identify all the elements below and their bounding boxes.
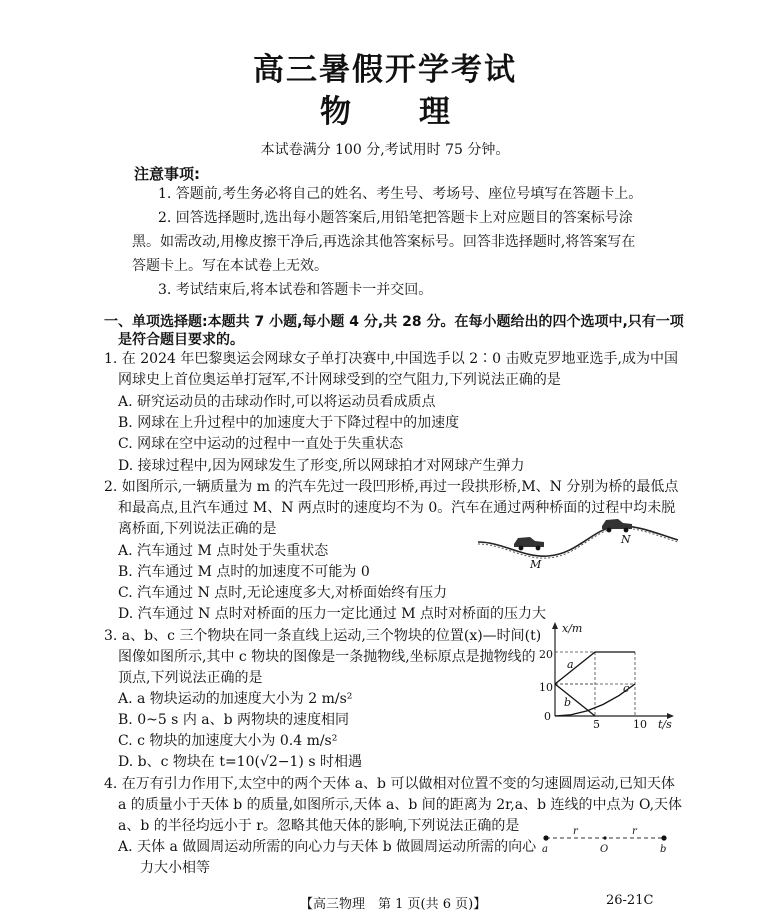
series-line-b: [555, 684, 595, 716]
question-option: C. 网球在空中运动的过程中一直处于失重状态: [118, 436, 404, 452]
binary-star-figure: [538, 824, 678, 860]
exam-title: 高三暑假开学考试: [253, 52, 517, 88]
question-stem: 2. 如图所示,一辆质量为 m 的汽车先过一段凹形桥,再过一段拱形桥,M、N 分别为桥的最低点: [104, 479, 679, 495]
center-o-dot: [603, 836, 606, 839]
notice-line: 黑。如需改动,用橡皮擦干净后,再选涂其他答案标号。回答非选择题时,将答案写在: [132, 234, 636, 250]
origin-label: 0: [544, 710, 551, 723]
notice-line: 答题卡上。写在本试卷上无效。: [132, 258, 328, 274]
distance-r-label: r: [632, 826, 637, 837]
center-o-label: O: [600, 844, 609, 855]
question-option: A. 研究运动员的击球动作时,可以将运动员看成质点: [118, 394, 436, 410]
x-axis-label: t/s: [658, 718, 672, 731]
subject-title: 物理: [320, 94, 518, 130]
question-stem: 1. 在 2024 年巴黎奥运会网球女子单打决赛中,中国选手以 2∶0 击败克罗地亚选手,成为中国: [104, 351, 678, 367]
question-option: D. b、c 物块在 t=10(√2−1) s 时相遇: [118, 754, 362, 770]
y-tick-label: 10: [539, 681, 553, 694]
series-label-b: b: [564, 696, 572, 709]
question-option: B. 汽车通过 M 点时的加速度不可能为 0: [118, 564, 370, 580]
bridge-ground: [478, 528, 678, 558]
paper-code: 26-21C: [606, 893, 654, 908]
distance-r-label: r: [573, 826, 578, 837]
section-heading: 一、单项选择题:本题共 7 小题,每小题 4 分,共 28 分。在每小题给出的四个选项中,只有一项: [104, 314, 684, 330]
bridge-curve: [478, 526, 678, 556]
body-a-dot: [543, 835, 548, 840]
question-stem: 图像如图所示,其中 c 物块的图像是一条抛物线,坐标原点是抛物线的: [118, 649, 536, 665]
notice-line: 2. 回答选择题时,选出每小题答案后,用铅笔把答题卡上对应题目的答案标号涂: [158, 210, 633, 226]
question-stem: 和最高点,且汽车通过 M、N 两点时的速度均不为 0。汽车在通过两种桥面的过程中均未脱: [118, 500, 676, 516]
page-footer: 【高三物理 第 1 页(共 6 页)】: [300, 897, 487, 912]
body-a-label: a: [542, 844, 548, 855]
question-stem: a 的质量小于天体 b 的质量,如图所示,天体 a、b 间的距离为 2r,a、b 连线的中点为 O,天体: [118, 797, 683, 813]
question-stem: 离桥面,下列说法正确的是: [118, 521, 277, 537]
question-option: C. c 物块的加速度大小为 0.4 m/s²: [118, 733, 338, 749]
body-b-dot: [661, 835, 666, 840]
point-m-label: M: [530, 558, 542, 571]
question-option: B. 0~5 s 内 a、b 两物块的速度相同: [118, 712, 350, 728]
question-option: A. 汽车通过 M 点时处于失重状态: [118, 543, 329, 559]
xt-graph: [520, 620, 680, 730]
question-stem: 顶点,下列说法正确的是: [118, 670, 263, 686]
notice-heading: 注意事项:: [134, 165, 200, 183]
y-tick-label: 20: [539, 648, 553, 661]
question-option: A. 天体 a 做圆周运动所需的向心力与天体 b 做圆周运动所需的向心: [118, 839, 537, 855]
y-axis-label: x/m: [562, 622, 583, 635]
question-stem: 3. a、b、c 三个物块在同一条直线上运动,三个物块的位置(x)—时间(t): [104, 628, 542, 644]
question-stem: 4. 在万有引力作用下,太空中的两个天体 a、b 可以做相对位置不变的匀速圆周运动,已知天体: [104, 776, 675, 792]
exam-info: 本试卷满分 100 分,考试用时 75 分钟。: [260, 142, 510, 158]
point-n-label: N: [621, 533, 631, 546]
question-option: B. 网球在上升过程中的加速度大于下降过程中的加速度: [118, 415, 460, 431]
bridge-figure: [478, 510, 678, 570]
question-stem: 网球史上首位奥运单打冠军,不计网球受到的空气阻力,下列说法正确的是: [118, 372, 561, 388]
question-option: D. 汽车通过 N 点时对桥面的压力一定比通过 M 点时对桥面的压力大: [118, 606, 547, 622]
series-label-a: a: [567, 658, 574, 671]
series-label-c: c: [623, 682, 630, 695]
y-axis-arrow: [552, 622, 558, 629]
question-stem: a、b 的半径均远小于 r。忽略其他天体的影响,下列说法正确的是: [118, 818, 520, 834]
question-option: D. 接球过程中,因为网球发生了形变,所以网球拍才对网球产生弹力: [118, 458, 525, 474]
section-heading: 是符合题目要求的。: [118, 332, 244, 348]
question-option: C. 汽车通过 N 点时,无论速度多大,对桥面始终有压力: [118, 585, 448, 601]
body-b-label: b: [660, 844, 667, 855]
x-tick-label: 5: [593, 718, 600, 731]
car-icon: [514, 537, 544, 550]
notice-line: 1. 答题前,考生务必将自己的姓名、考生号、考场号、座位号填写在答题卡上。: [158, 186, 643, 202]
question-option: 力大小相等: [140, 860, 210, 876]
question-option: A. a 物块运动的加速度大小为 2 m/s²: [118, 691, 353, 707]
x-tick-label: 10: [633, 718, 647, 731]
notice-line: 3. 考试结束后,将本试卷和答题卡一并交回。: [158, 282, 433, 298]
